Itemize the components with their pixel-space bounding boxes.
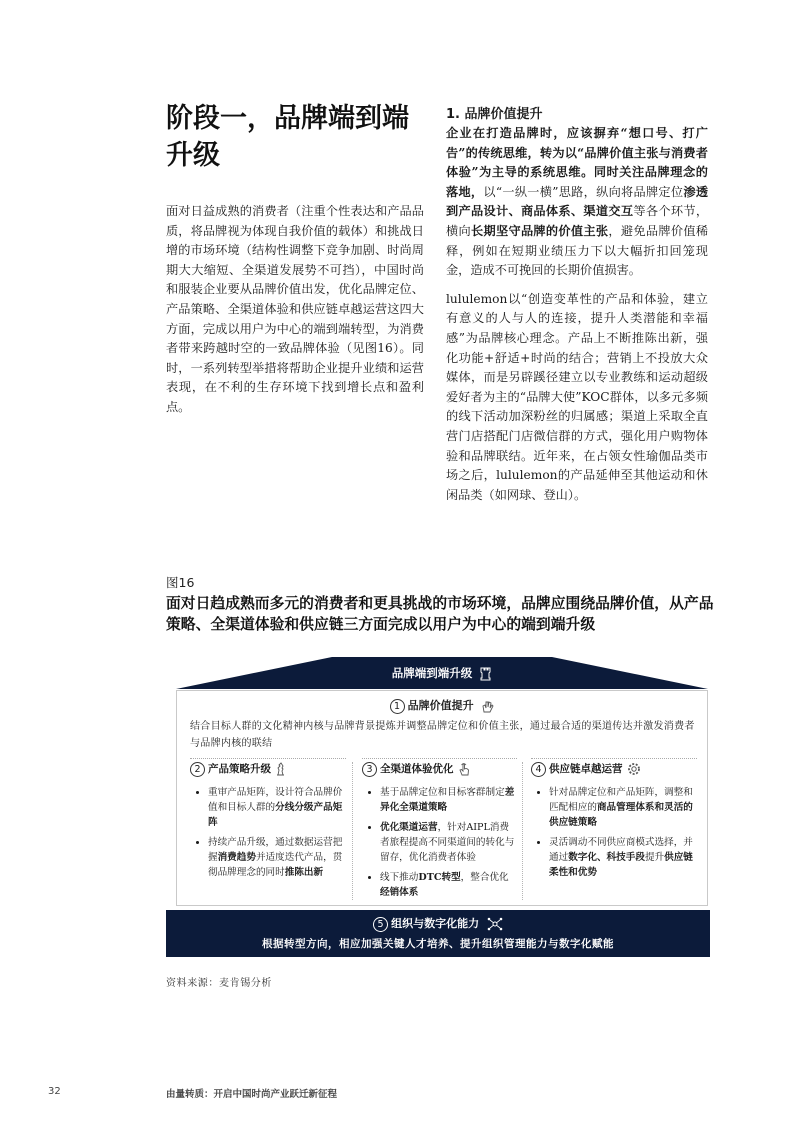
text-run: 并适度迭代产品，贯彻品牌理念的同时	[208, 852, 343, 878]
column-title	[531, 759, 697, 779]
text-run: 提升	[644, 852, 665, 863]
text-run: ，针对AIPL消费者旅程提高不同渠道间的转化与留存，优化消费者体验	[380, 822, 515, 863]
hand-wave-icon	[477, 699, 494, 712]
pillar-label: 品牌价值提升	[407, 699, 474, 712]
emphasis-text: DTC转型	[418, 872, 461, 883]
text-run: 灵活调动不同供应商模式选择，并通过	[549, 837, 693, 863]
bullet-item	[549, 835, 697, 880]
text-run: ，整合优化	[460, 872, 509, 883]
pillar-number: 1	[390, 699, 405, 714]
bullet-list	[190, 785, 346, 880]
emphasis-text: 渗透到产品设计、商品体系、渠道交互	[446, 184, 709, 219]
section-paragraph-1	[446, 124, 708, 281]
column-divider	[352, 762, 353, 900]
gear-icon	[623, 763, 641, 775]
banner-title	[176, 665, 708, 681]
chess-piece-icon	[271, 763, 286, 775]
org-digital-bar	[166, 910, 710, 957]
emphasis-text: 差异化全渠道策略	[380, 787, 515, 813]
heading-line-2: 升级	[166, 140, 220, 171]
bullet-list	[362, 785, 517, 900]
section-brand-value	[446, 106, 708, 514]
rook-icon	[476, 666, 492, 680]
emphasis-text: 分线分级产品矩阵	[208, 802, 343, 828]
publication-title: 由量转质：开启中国时尚产业跃迁新征程	[166, 1089, 338, 1100]
text-run: 等各个环节，横向	[446, 204, 709, 238]
pillar-brand-value-title	[176, 697, 708, 714]
column-omnichannel	[362, 758, 517, 901]
emphasis-text: 企业在打造品牌时，应该摒弃“想口号、打广告”的传统思维，转为以“品牌价值主张与消费者体验”为主导的系统思维。同时关注品牌理念的落地，	[446, 126, 708, 199]
column-title	[190, 759, 346, 779]
text-run: ，避免品牌价值稀释，例如在短期业绩压力下以大幅折扣回笼现金，造成不可挽回的长期价值损害。	[446, 223, 709, 278]
pillar-number: 5	[373, 917, 388, 932]
bullet-item	[208, 835, 346, 880]
pillar-brand-value-desc: 结合目标人群的文化精神内核与品牌背景提炼并调整品牌定位和价值主张，通过最合适的渠道传达并激发消费者与品牌内核的联结	[190, 721, 695, 749]
column-product-strategy	[190, 758, 346, 901]
column-divider	[522, 762, 523, 900]
emphasis-text: 供应链柔性和优势	[549, 852, 693, 878]
column-title	[362, 759, 517, 779]
section-paragraph-2: lululemon以“创造变革性的产品和体验，建立有意义的人与人的连接，提升人类潜能和幸福感”为品牌核心理念。产品上不断推陈出新，强化功能+舒适+时尚的结合；营销上不投放大众媒体，而是另辟蹊径建立以专业教练和运动超级爱好者为主的“品牌大使”KOC群体，以多元多频的线下活动加深粉丝的归属感；渠道上采取全直营门店搭配门店微信群的方式，强化用户购物体验和品牌联结。近年来，在占领女性瑜伽品类市场之后，lululemon的产品延伸至其他运动和休闲品类（如网球、登山）。	[446, 291, 708, 502]
emphasis-text: 消费趋势	[217, 852, 256, 863]
pillar-number: 3	[362, 762, 377, 777]
text-run: 线下推动	[380, 872, 419, 883]
emphasis-text: 长期坚守品牌的价值主张	[470, 223, 609, 238]
bullet-item	[380, 870, 517, 900]
text-run: 重审产品矩阵，设计符合品牌价值和目标人群的	[208, 787, 343, 813]
column-label: 供应链卓越运营	[549, 763, 623, 775]
heading-line-1: 阶段一，品牌端到端	[166, 103, 409, 134]
text-run: 基于品牌定位和目标客群制定	[380, 787, 505, 798]
figure-label: 图16	[166, 575, 195, 590]
pillar-number: 2	[190, 762, 205, 777]
bullet-item	[380, 820, 517, 865]
page-number: 32	[48, 1086, 61, 1097]
column-label: 全渠道体验优化	[380, 763, 454, 775]
bullet-item	[208, 785, 346, 830]
column-supply-chain	[531, 758, 697, 901]
emphasis-text: 优化渠道运营	[380, 822, 438, 833]
page-heading	[166, 100, 426, 174]
org-digital-desc: 根据转型方向，相应加强关键人才培养、提升组织管理能力与数字化赋能	[262, 938, 614, 950]
emphasis-text: 经销体系	[380, 887, 419, 898]
figure-title: 面对日趋成熟而多元的消费者和更具挑战的市场环境，品牌应围绕品牌价值，从产品策略、全渠道体验和供应链三方面完成以用户为中心的端到端升级	[166, 595, 714, 633]
text-run: 针对品牌定位和产品矩阵，调整和匹配相应的	[549, 787, 693, 813]
column-label: 产品策略升级	[208, 763, 271, 775]
bullet-item	[380, 785, 517, 815]
emphasis-text: 推陈出新	[284, 867, 324, 878]
emphasis-text: 数字化、科技手段	[568, 852, 645, 863]
network-icon	[483, 917, 503, 930]
org-digital-title	[166, 915, 710, 932]
pillar-label: 组织与数字化能力	[391, 917, 480, 930]
text-run: 以“一纵一横”思路，纵向将品牌定位	[483, 184, 684, 199]
banner-label: 品牌端到端升级	[391, 666, 473, 680]
pointer-hand-icon	[454, 763, 470, 775]
emphasis-text: 商品管理体系和灵活的供应链策略	[549, 802, 693, 828]
pillar-number: 4	[531, 762, 546, 777]
section-title: 1. 品牌价值提升	[446, 107, 543, 122]
bullet-item	[549, 785, 697, 830]
intro-paragraph: 面对日益成熟的消费者（注重个性表达和产品品质，将品牌视为体现自我价值的载体）和挑战日增的市场环境（结构性调整下竞争加剧、时尚周期大大缩短、全渠道发展势不可挡），中国时尚和服装企业要从品牌价值出发，优化品牌定位、产品策略、全渠道体验和供应链卓越运营这四大方面，完成以用户为中心的端到端转型，为消费者带来跨越时空的一致品牌体验（见图16）。同时，一系列转型举措将帮助企业提升业绩和运营表现，在不利的生存环境下找到增长点和盈利点。	[166, 204, 424, 414]
source-note: 资料来源：麦肯锡分析	[166, 978, 272, 989]
bullet-list	[531, 785, 697, 880]
text-run: 持续产品升级，通过数据运营把握	[208, 837, 343, 863]
